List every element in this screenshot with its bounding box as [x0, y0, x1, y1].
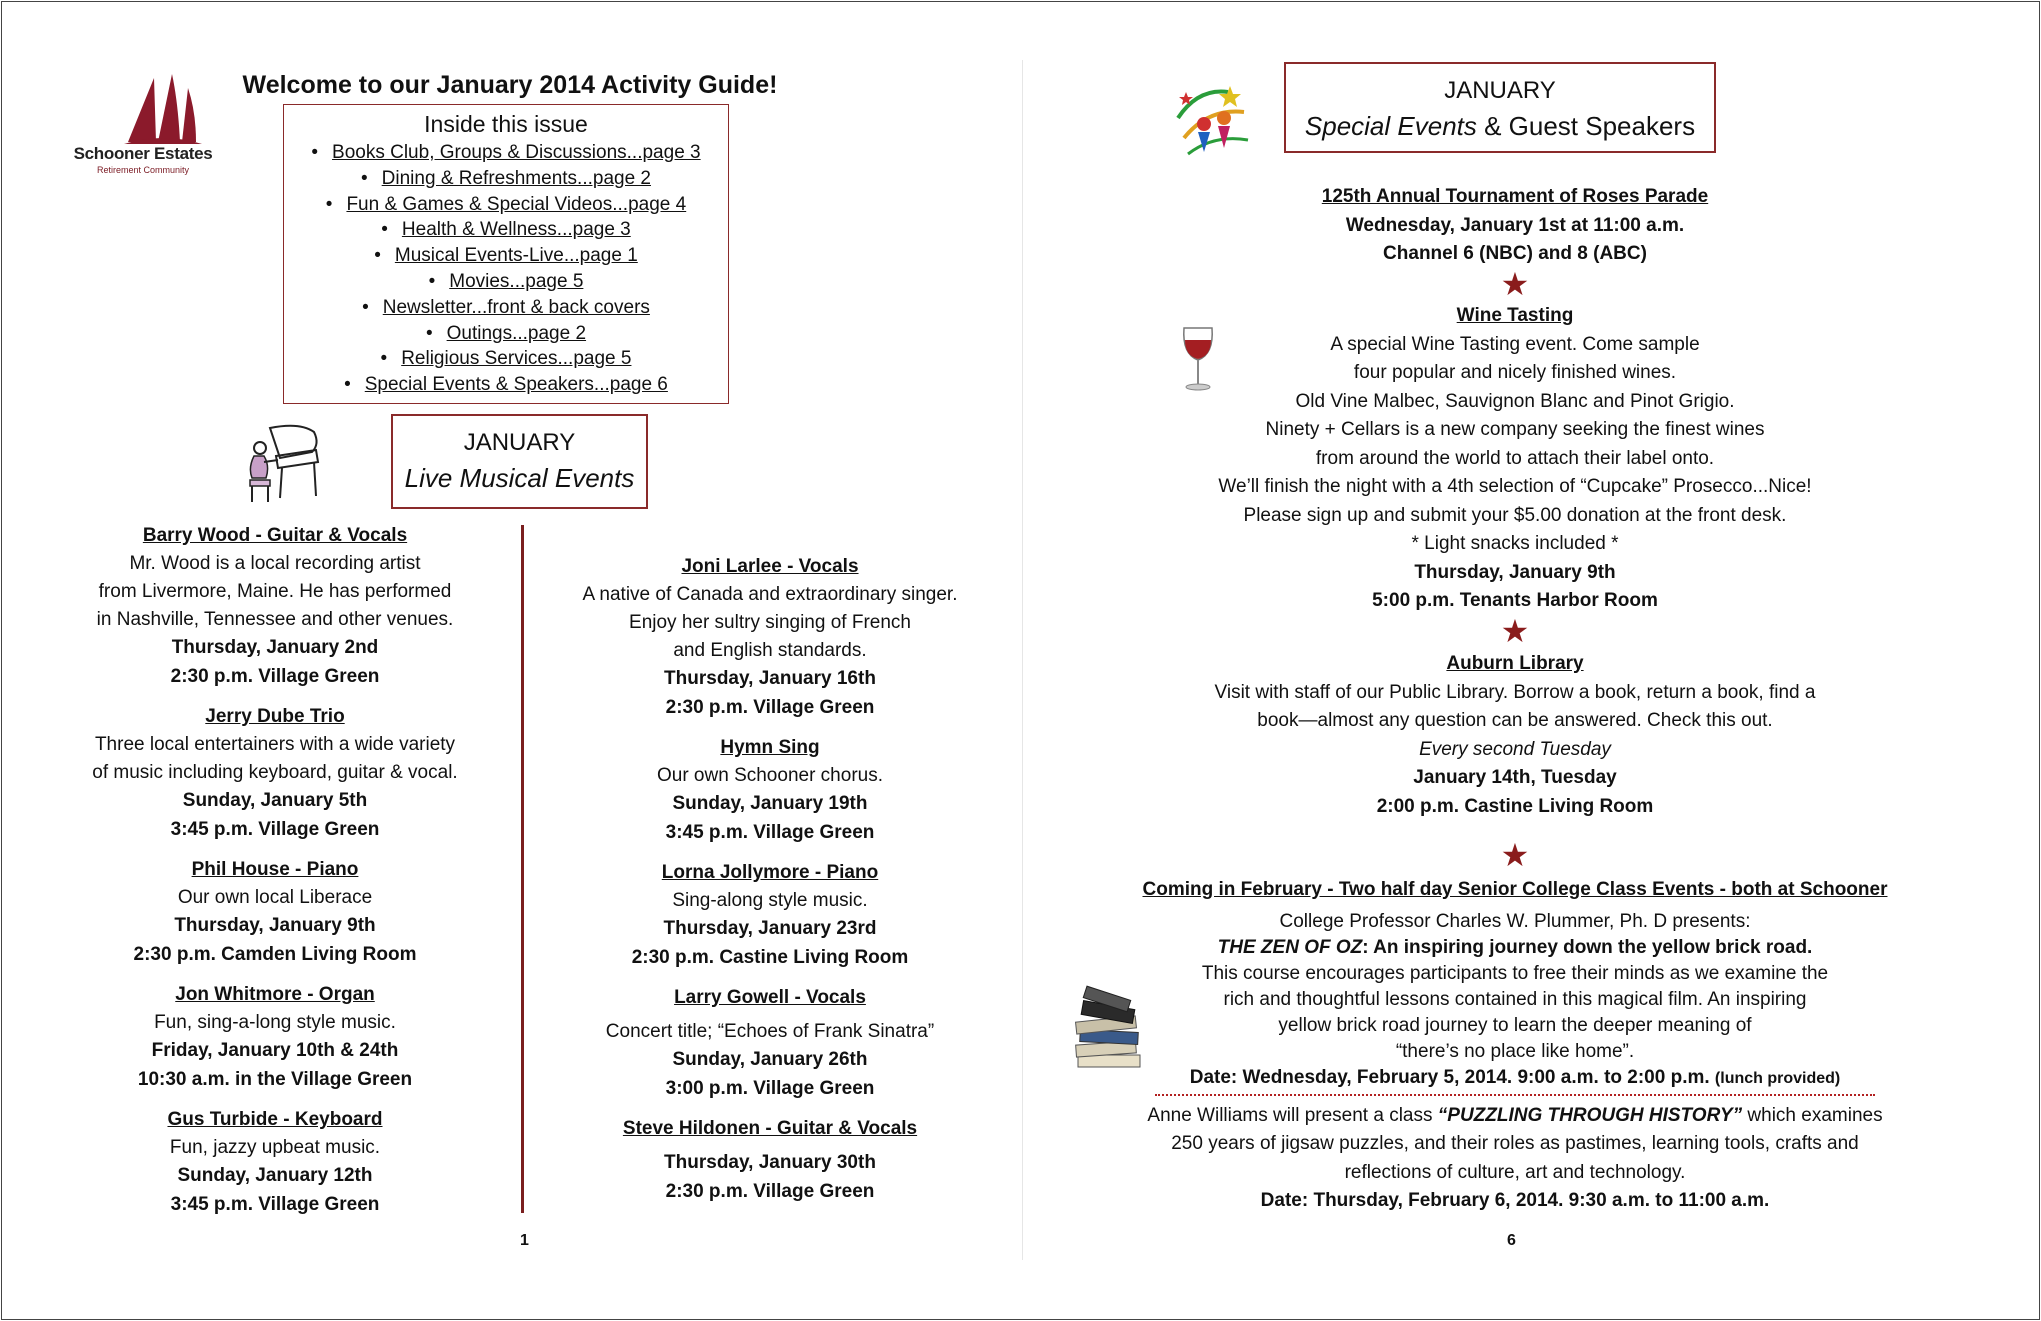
parade-date: Wednesday, January 1st at 11:00 a.m.	[1345, 214, 1685, 236]
event-name: Gus Turbide - Keyboard	[167, 1109, 383, 1130]
event-time: 3:45 p.m. Village Green	[170, 818, 380, 840]
parade-title: 125th Annual Tournament of Roses Parade	[1321, 186, 1709, 207]
event-date: Thursday, January 2nd	[171, 637, 379, 658]
course-title: THE ZEN OF OZ: An inspiring journey down the yellow brick road.	[1217, 936, 1813, 958]
event-desc: of music including keyboard, guitar & vocal.	[92, 762, 458, 783]
event-time: 10:30 a.m. in the Village Green	[137, 1068, 413, 1090]
event-item	[530, 553, 1010, 722]
toc-item[interactable]: • Musical Events-Live...page 1	[374, 245, 638, 267]
logo-name: Schooner Estates	[73, 144, 213, 163]
course-line: yellow brick road journey to learn the deeper meaning of	[1278, 1014, 1752, 1036]
class2-date: Date: Thursday, February 6, 2014. 9:30 a.m. to 11:00 a.m.	[1260, 1190, 1770, 1211]
event-name: Joni Larlee - Vocals	[681, 556, 859, 577]
event-desc: Our own local Liberace	[177, 887, 373, 908]
special-events-header	[1284, 62, 1716, 153]
wine-tasting-section	[1100, 302, 1930, 649]
event-time: 2:30 p.m. Village Green	[665, 1180, 875, 1202]
events-column-right	[530, 553, 1010, 1218]
course-date: Date: Wednesday, February 5, 2014. 9:00 a.m. to 2:00 p.m. (lunch provided)	[1189, 1066, 1841, 1088]
event-time: 2:30 p.m. Village Green	[170, 665, 380, 687]
page-number-right: 6	[1507, 1232, 1516, 1249]
wine-title: Wine Tasting	[1456, 305, 1574, 326]
event-desc: Our own Schooner chorus.	[656, 765, 883, 786]
event-desc: A native of Canada and extraordinary singer.	[582, 584, 958, 605]
event-desc: Concert title; “Echoes of Frank Sinatra”	[605, 1021, 935, 1042]
toc-item[interactable]: • Religious Services...page 5	[380, 348, 632, 370]
event-desc: Sing-along style music.	[672, 890, 868, 911]
wine-date: Thursday, January 9th	[1414, 561, 1616, 583]
event-desc: and English standards.	[673, 640, 867, 661]
toc-item[interactable]: • Outings...page 2	[425, 322, 587, 344]
header-month: JANUARY	[463, 429, 576, 456]
course-line: This course encourages participants to free their minds as we examine the	[1201, 962, 1829, 984]
page-number-left: 1	[520, 1232, 529, 1249]
event-name: Jerry Dube Trio	[205, 706, 345, 727]
table-of-contents	[283, 104, 729, 404]
sailboat-logo-icon	[68, 72, 218, 144]
event-date: Thursday, January 9th	[174, 915, 376, 936]
library-line: Visit with staff of our Public Library. Borrow a book, return a book, find a	[1214, 681, 1816, 703]
event-item	[30, 522, 520, 691]
wine-line: We’ll finish the night with a 4th selection of “Cupcake” Prosecco...Nice!	[1218, 476, 1812, 497]
course-line: “there’s no place like home”.	[1395, 1040, 1635, 1062]
event-name: Lorna Jollymore - Piano	[661, 862, 879, 883]
wine-line: from around the world to attach their label onto.	[1315, 447, 1715, 469]
star-divider	[1100, 837, 1930, 873]
library-line: book—almost any question can be answered. Check this out.	[1257, 710, 1773, 731]
toc-item[interactable]: • Fun & Games & Special Videos...page 4	[325, 193, 687, 215]
header-month: JANUARY	[1444, 77, 1556, 104]
wine-time: 5:00 p.m. Tenants Harbor Room	[1372, 590, 1658, 611]
toc-title: Inside this issue	[424, 111, 588, 137]
library-frequency: Every second Tuesday	[1419, 738, 1611, 760]
event-desc: Fun, sing-a-long style music.	[154, 1012, 396, 1033]
event-date: Sunday, January 26th	[672, 1049, 868, 1070]
event-time: 2:30 p.m. Camden Living Room	[133, 943, 417, 965]
event-item	[530, 859, 1010, 972]
header-subtitle: Live Musical Events	[404, 463, 635, 493]
event-item	[30, 1106, 520, 1219]
star-icon: ★	[1500, 837, 1530, 873]
event-item	[530, 734, 1010, 847]
toc-item[interactable]: • Newsletter...front & back covers	[362, 296, 650, 318]
event-name: Barry Wood - Guitar & Vocals	[142, 525, 408, 546]
event-time: 3:45 p.m. Village Green	[665, 821, 875, 843]
event-name: Hymn Sing	[720, 737, 820, 758]
event-time: 2:30 p.m. Village Green	[665, 696, 875, 718]
event-name: Steve Hildonen - Guitar & Vocals	[622, 1118, 918, 1139]
event-date: Sunday, January 12th	[177, 1165, 373, 1186]
parade-channel: Channel 6 (NBC) and 8 (ABC)	[1383, 243, 1647, 264]
event-time: 2:30 p.m. Castine Living Room	[631, 946, 909, 968]
wine-line: Old Vine Malbec, Sauvignon Blanc and Pinot Grigio.	[1295, 390, 1735, 412]
event-item	[30, 703, 520, 844]
event-item	[30, 981, 520, 1094]
event-desc: Mr. Wood is a local recording artist	[129, 553, 421, 574]
event-date: Sunday, January 19th	[672, 793, 868, 814]
event-date: Friday, January 10th & 24th	[151, 1040, 399, 1061]
toc-item[interactable]: • Special Events & Speakers...page 6	[344, 374, 668, 396]
course-line: rich and thoughtful lessons contained in this magical film. An inspiring	[1223, 988, 1807, 1010]
toc-item[interactable]: • Movies...page 5	[428, 270, 584, 292]
toc-item[interactable]: • Dining & Refreshments...page 2	[361, 167, 651, 189]
logo-tagline: Retirement Community	[96, 165, 190, 175]
presenter-line: College Professor Charles W. Plummer, Ph. D presents:	[1279, 910, 1751, 932]
event-item	[530, 1115, 1010, 1206]
event-desc: Three local entertainers with a wide variety	[94, 734, 456, 755]
event-desc: Enjoy her sultry singing of French	[629, 612, 911, 633]
toc-item[interactable]: • Health & Wellness...page 3	[381, 219, 631, 241]
events-column-left	[30, 522, 520, 1231]
live-musical-events-header	[391, 414, 648, 509]
library-section	[1100, 650, 1930, 821]
event-date: Sunday, January 5th	[182, 790, 368, 811]
star-icon: ★	[1500, 265, 1530, 302]
event-time: 3:00 p.m. Village Green	[665, 1077, 875, 1099]
event-name: Jon Whitmore - Organ	[175, 984, 375, 1005]
star-icon: ★	[1500, 612, 1530, 649]
library-time: 2:00 p.m. Castine Living Room	[1376, 795, 1654, 817]
header-subtitle: Special Events & Guest Speakers	[1304, 111, 1696, 141]
wine-line: A special Wine Tasting event. Come sample	[1330, 333, 1700, 355]
event-date: Thursday, January 16th	[664, 668, 876, 689]
wine-line: Ninety + Cellars is a new company seeking the finest wines	[1265, 419, 1765, 440]
library-date: January 14th, Tuesday	[1413, 767, 1617, 788]
event-desc: in Nashville, Tennessee and other venues.	[96, 609, 454, 630]
event-item	[30, 856, 520, 969]
library-title: Auburn Library	[1446, 653, 1584, 674]
toc-item[interactable]: • Books Club, Groups & Discussions...page 3	[311, 142, 701, 163]
wine-line: four popular and nicely finished wines.	[1353, 362, 1677, 383]
parade-section	[1100, 183, 1930, 302]
event-item	[530, 984, 1010, 1103]
event-date: Thursday, January 30th	[664, 1152, 876, 1173]
event-name: Phil House - Piano	[191, 859, 359, 880]
event-desc: from Livermore, Maine. He has performed	[98, 581, 452, 602]
event-desc: Fun, jazzy upbeat music.	[169, 1137, 381, 1158]
piano-player-icon	[240, 418, 322, 506]
event-name: Larry Gowell - Vocals	[674, 987, 866, 1008]
wine-line: * Light snacks included *	[1411, 533, 1619, 554]
spread-divider	[1022, 60, 1023, 1260]
event-time: 3:45 p.m. Village Green	[170, 1193, 380, 1215]
february-section	[1100, 876, 1930, 1216]
column-divider	[521, 525, 524, 1213]
event-date: Thursday, January 23rd	[663, 918, 877, 939]
celebration-confetti-icon	[1168, 78, 1254, 164]
toc-list	[284, 140, 728, 398]
wine-line: Please sign up and submit your $5.00 donation at the front desk.	[1243, 504, 1787, 526]
class2-line: 250 years of jigsaw puzzles, and their roles as pastimes, learning tools, crafts and	[1171, 1133, 1859, 1154]
dotted-separator	[1155, 1092, 1875, 1096]
class2-line: reflections of culture, art and technology.	[1344, 1161, 1686, 1183]
february-title: Coming in February - Two half day Senior College Class Events - both at Schooner	[1142, 879, 1888, 900]
class2-intro: Anne Williams will present a class “PUZZLING THROUGH HISTORY” which examines	[1147, 1104, 1883, 1126]
welcome-title: Welcome to our January 2014 Activity Guide!	[242, 71, 778, 99]
